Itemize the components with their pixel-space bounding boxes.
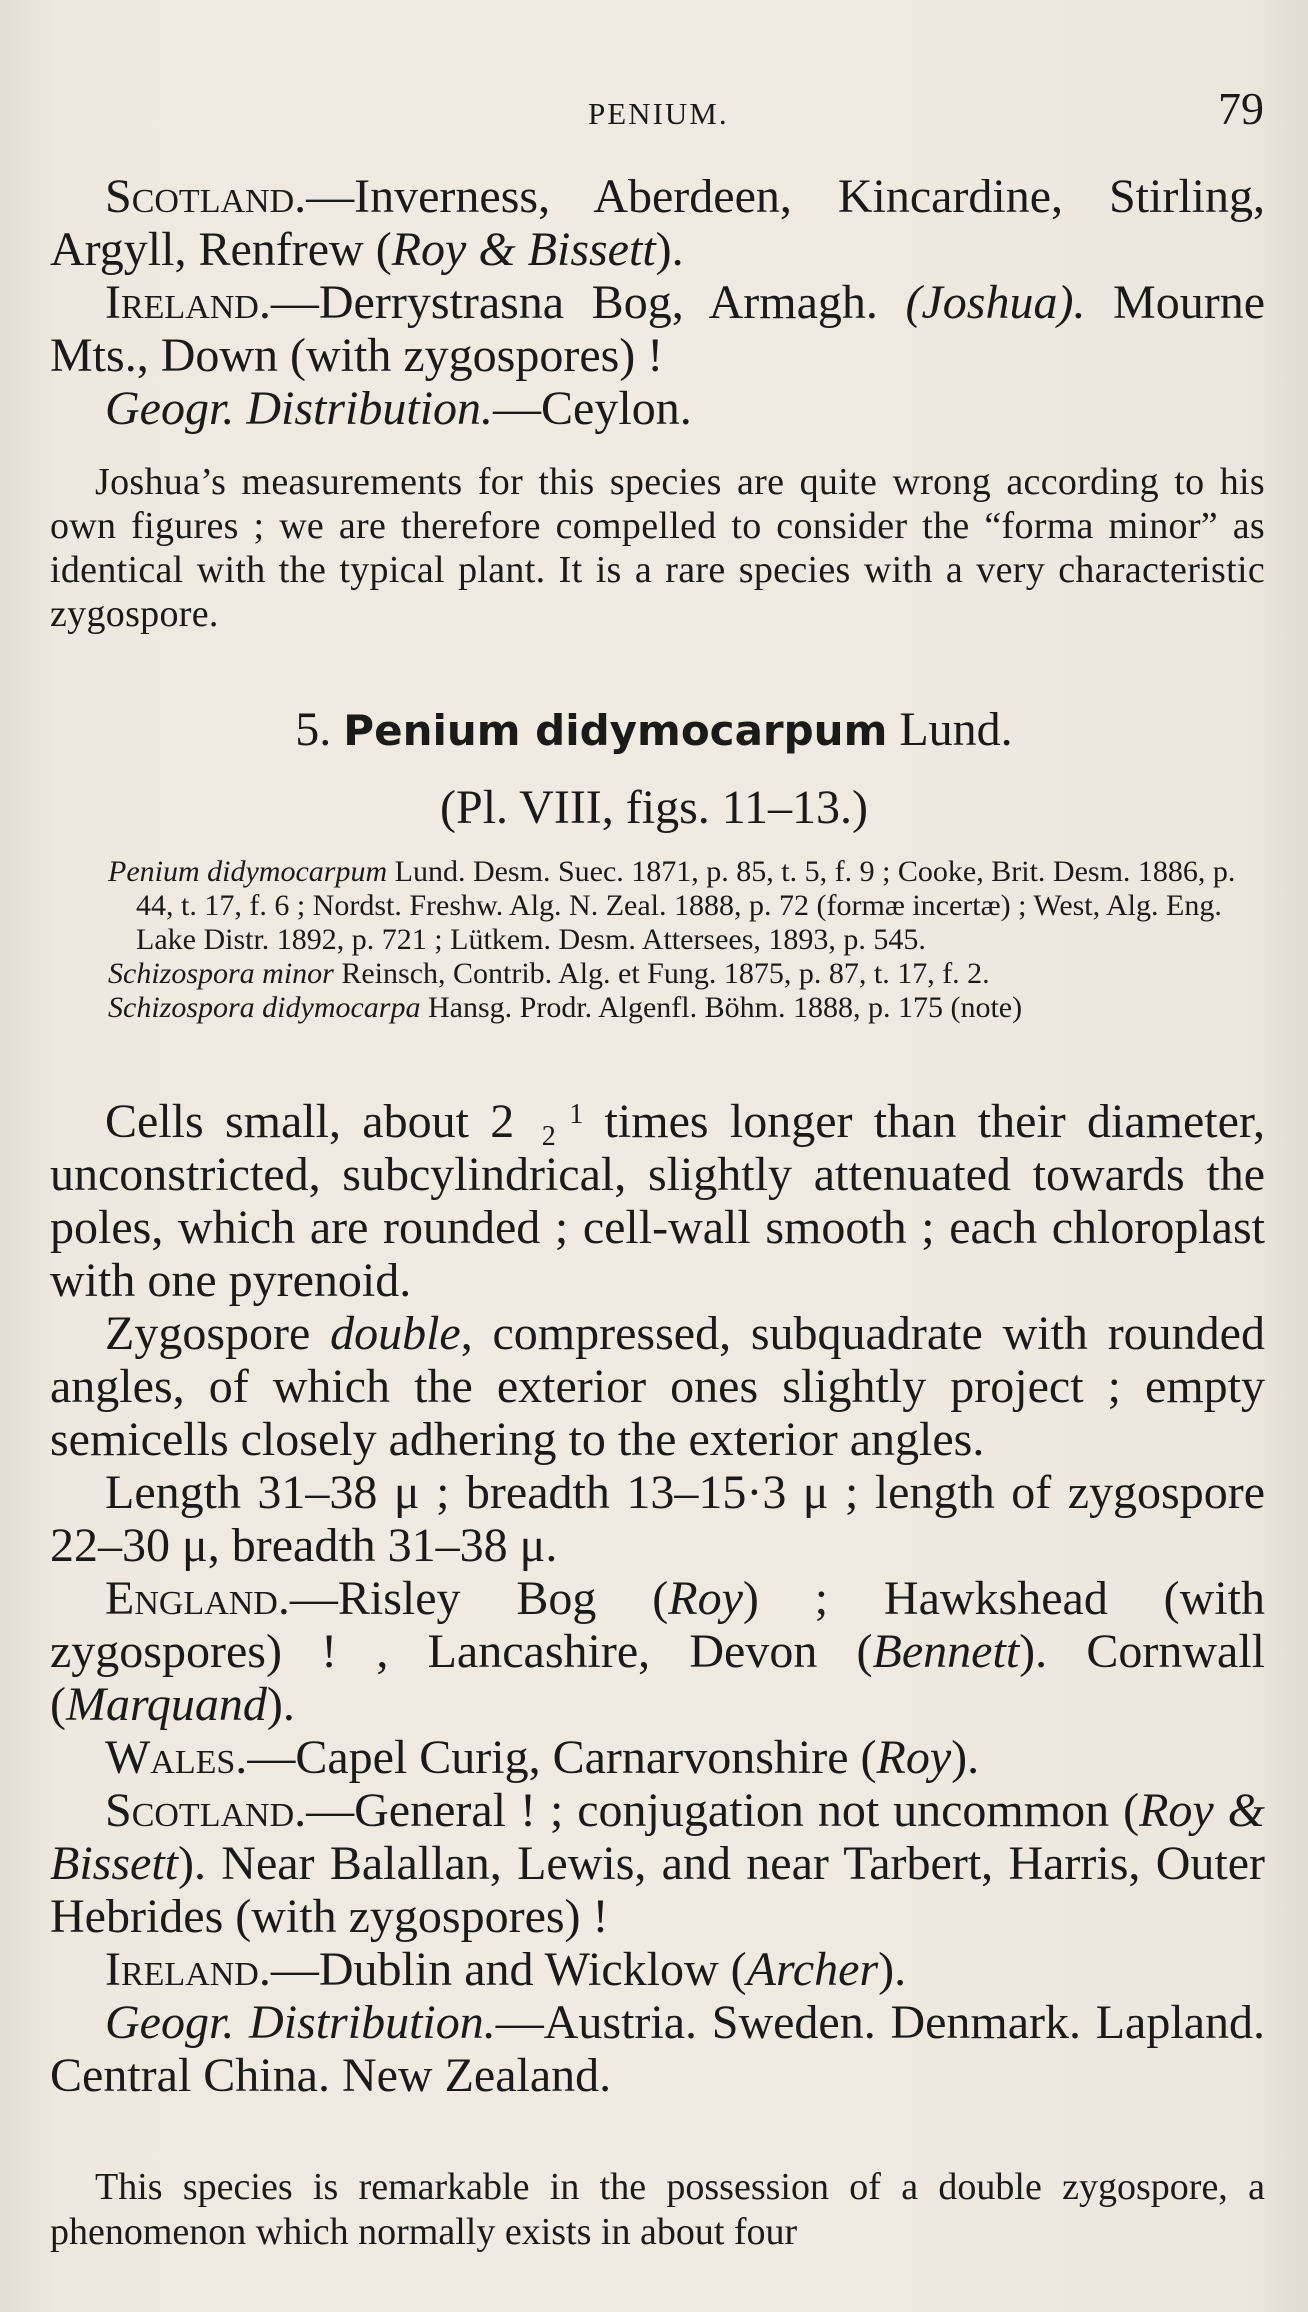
species-number: 5. [295,703,332,756]
note-paragraph: Joshua’s measurements for this species are quite wrong according to his own figures ; we are therefore compelled to consider the “forma minor” as identical with the typical plant. It is a rare species with a very characteristic zygospore. [50,461,1265,635]
species-heading [0,700,1308,761]
scotland-paragraph: Scotland.—General ! ; conjugation not uncommon (Roy & Bissett). Near Balallan, Lewis, and near Tarbert, Harris, Outer Hebrides (with zygospores) ! [50,1784,1265,1943]
authority: (Joshua). [905,276,1086,329]
fraction: 1 2 [541,1098,584,1152]
running-title: PENIUM. [588,96,729,131]
synonym-entry: Penium didymocarpum Lund. Desm. Suec. 1871, p. 85, t. 5, f. 9 ; Cooke, Brit. Desm. 1886, p. 44, t. 17, f. 6 ; Nordst. Freshw. Alg. N. Zeal. 1888, p. 72 (formæ incertæ) ; West, Alg. Eng. Lake Distr. 1892, p. 721 ; Lütkem. Desm. Attersees, 1893, p. 545. [108,855,1236,956]
synonymy [108,855,1258,1025]
note-top [50,460,1265,636]
note-paragraph: This species is remarkable in the possession of a double zygospore, a phenomenon which normally exists in about four [50,2166,1265,2253]
geogr-paragraph: Geogr. Distribution.—Austria. Sweden. Denmark. Lapland. Central China. New Zealand. [50,1996,1266,2102]
region-label: Ireland. [105,276,271,329]
scotland-paragraph: Scotland.—Inverness, Aberdeen, Kincardine, Stirling, Argyll, Renfrew (Roy & Bissett). [50,170,1265,276]
running-head [0,82,1308,142]
note-bottom [50,2165,1265,2255]
page-number: 79 [1218,83,1264,134]
cells-paragraph: Cells small, about 2 1 2 times longer than their diameter, unconstricted, subcylindrical, slightly attenuated towards the poles, which are rounded ; cell-wall smooth ; each chloroplast with one pyrenoid. [50,1095,1266,1307]
geogr-label: Geogr. Distribution. [105,382,494,435]
ireland-paragraph: Ireland.—Dublin and Wicklow (Archer). [105,1943,907,1996]
measurements-paragraph: Length 31–38 μ ; breadth 13–15·3 μ ; length of zygospore 22–30 μ, breadth 31–38 μ. [50,1466,1265,1572]
plate-reference: (Pl. VIII, figs. 11–13.) [440,781,868,834]
distribution-top [50,170,1265,435]
region-label: Scotland. [105,170,307,223]
synonym-entry: Schizospora minor Reinsch, Contrib. Alg. et Fung. 1875, p. 87, t. 17, f. 2. [108,957,990,990]
wales-paragraph: Wales.—Capel Curig, Carnarvonshire (Roy). [105,1731,980,1784]
species-name: Penium didymocarpum [343,706,888,755]
authority: Roy & Bissett [391,223,656,276]
synonym-entry: Schizospora didymocarpa Hansg. Prodr. Algenfl. Böhm. 1888, p. 175 (note) [108,991,1023,1024]
species-author: Lund. [899,703,1013,756]
zygospore-paragraph: Zygospore double, compressed, subquadrate with rounded angles, of which the exterior ones slightly project ; empty semicells closely adhering to the exterior angles. [50,1307,1265,1466]
geogr-paragraph: Geogr. Distribution.—Ceylon. [105,382,692,435]
species-description [50,1095,1265,2102]
ireland-paragraph: Ireland.—Derrystrasna Bog, Armagh. (Joshua). Mourne Mts., Down (with zygospores) ! [50,276,1265,382]
england-paragraph: England.—Risley Bog (Roy) ; Hawkshead (with zygospores) ! , Lancashire, Devon (Bennett). Cornwall (Marquand). [50,1572,1266,1731]
